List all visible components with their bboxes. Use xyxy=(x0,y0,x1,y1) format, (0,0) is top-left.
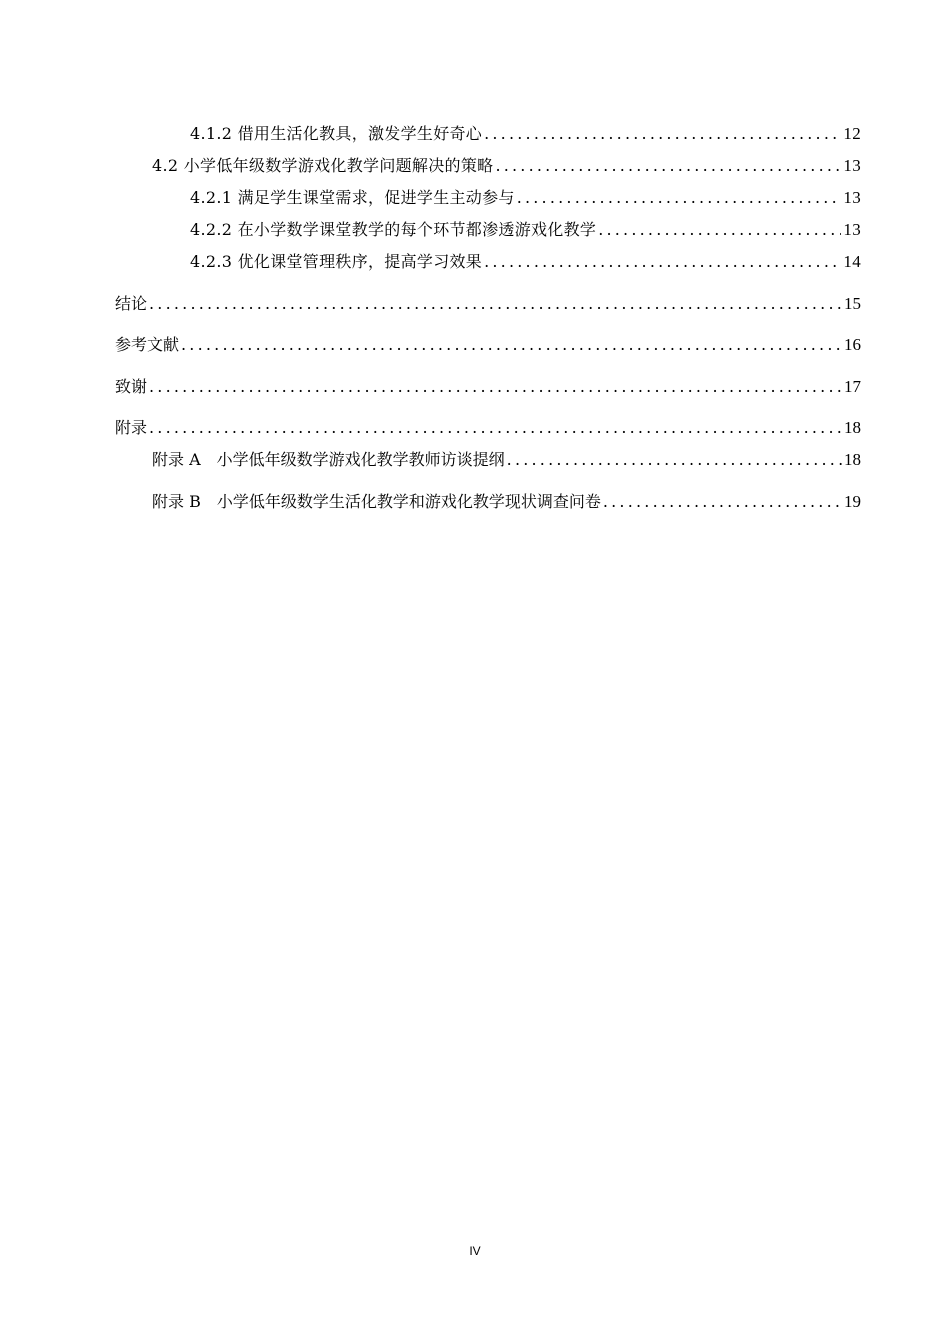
toc-dot-leader xyxy=(598,220,841,239)
toc-entry-appendix-b[interactable] xyxy=(0,489,861,512)
toc-dot-leader xyxy=(181,335,842,354)
toc-entry-text: 附录 A 小学低年级数学游戏化教学教师访谈提纲 xyxy=(152,450,505,469)
toc-page-number: 12 xyxy=(843,124,861,143)
toc-entry-acknowledgements[interactable] xyxy=(0,374,861,397)
toc-entry-text: 附录 B 小学低年级数学生活化教学和游戏化教学现状调查问卷 xyxy=(152,492,601,511)
toc-entry-4-1-2[interactable] xyxy=(0,121,861,144)
toc-entry-text: 4.1.2 借用生活化教具，激发学生好奇心 xyxy=(190,124,483,143)
toc-page-number: 15 xyxy=(844,294,861,313)
toc-dot-leader xyxy=(149,294,842,313)
toc-page-number: 18 xyxy=(844,450,861,469)
toc-entry-conclusion[interactable] xyxy=(0,291,861,314)
toc-dot-leader xyxy=(484,252,841,271)
toc-entry-4-2[interactable] xyxy=(0,153,861,176)
toc-dot-leader xyxy=(603,492,842,511)
page-footer-number: IV xyxy=(469,1244,481,1258)
toc-entry-text: 致谢 xyxy=(115,377,148,396)
toc-entry-appendix-a[interactable] xyxy=(0,447,861,470)
toc-dot-leader xyxy=(149,377,842,396)
toc-page-number: 17 xyxy=(844,377,861,396)
toc-page-number: 19 xyxy=(844,492,861,511)
toc-entry-text: 4.2.1 满足学生课堂需求，促进学生主动参与 xyxy=(190,188,515,207)
toc-page-number: 13 xyxy=(843,220,861,239)
toc-dot-leader xyxy=(507,450,842,469)
toc-entry-4-2-3[interactable] xyxy=(0,249,861,272)
toc-entry-text: 结论 xyxy=(115,294,148,313)
toc-entry-text: 4.2.3 优化课堂管理秩序，提高学习效果 xyxy=(190,252,483,271)
toc-entry-text: 4.2 小学低年级数学游戏化教学问题解决的策略 xyxy=(152,156,494,175)
toc-entry-4-2-1[interactable] xyxy=(0,185,861,208)
toc-dot-leader xyxy=(149,418,842,437)
toc-entry-4-2-2[interactable] xyxy=(0,217,861,240)
toc-entry-appendix[interactable] xyxy=(0,415,861,438)
toc-page-number: 16 xyxy=(844,335,861,354)
toc-page-number: 13 xyxy=(843,156,861,175)
toc-dot-leader xyxy=(495,156,841,175)
toc-dot-leader xyxy=(517,188,842,207)
toc-page-number: 14 xyxy=(843,252,861,271)
toc-entry-text: 参考文献 xyxy=(115,335,180,354)
toc-entry-references[interactable] xyxy=(0,332,861,355)
toc-page-number: 18 xyxy=(844,418,861,437)
toc-entry-text: 4.2.2 在小学数学课堂教学的每个环节都渗透游戏化教学 xyxy=(190,220,597,239)
toc-page-number: 13 xyxy=(843,188,861,207)
toc-dot-leader xyxy=(484,124,841,143)
toc-entry-text: 附录 xyxy=(115,418,148,437)
